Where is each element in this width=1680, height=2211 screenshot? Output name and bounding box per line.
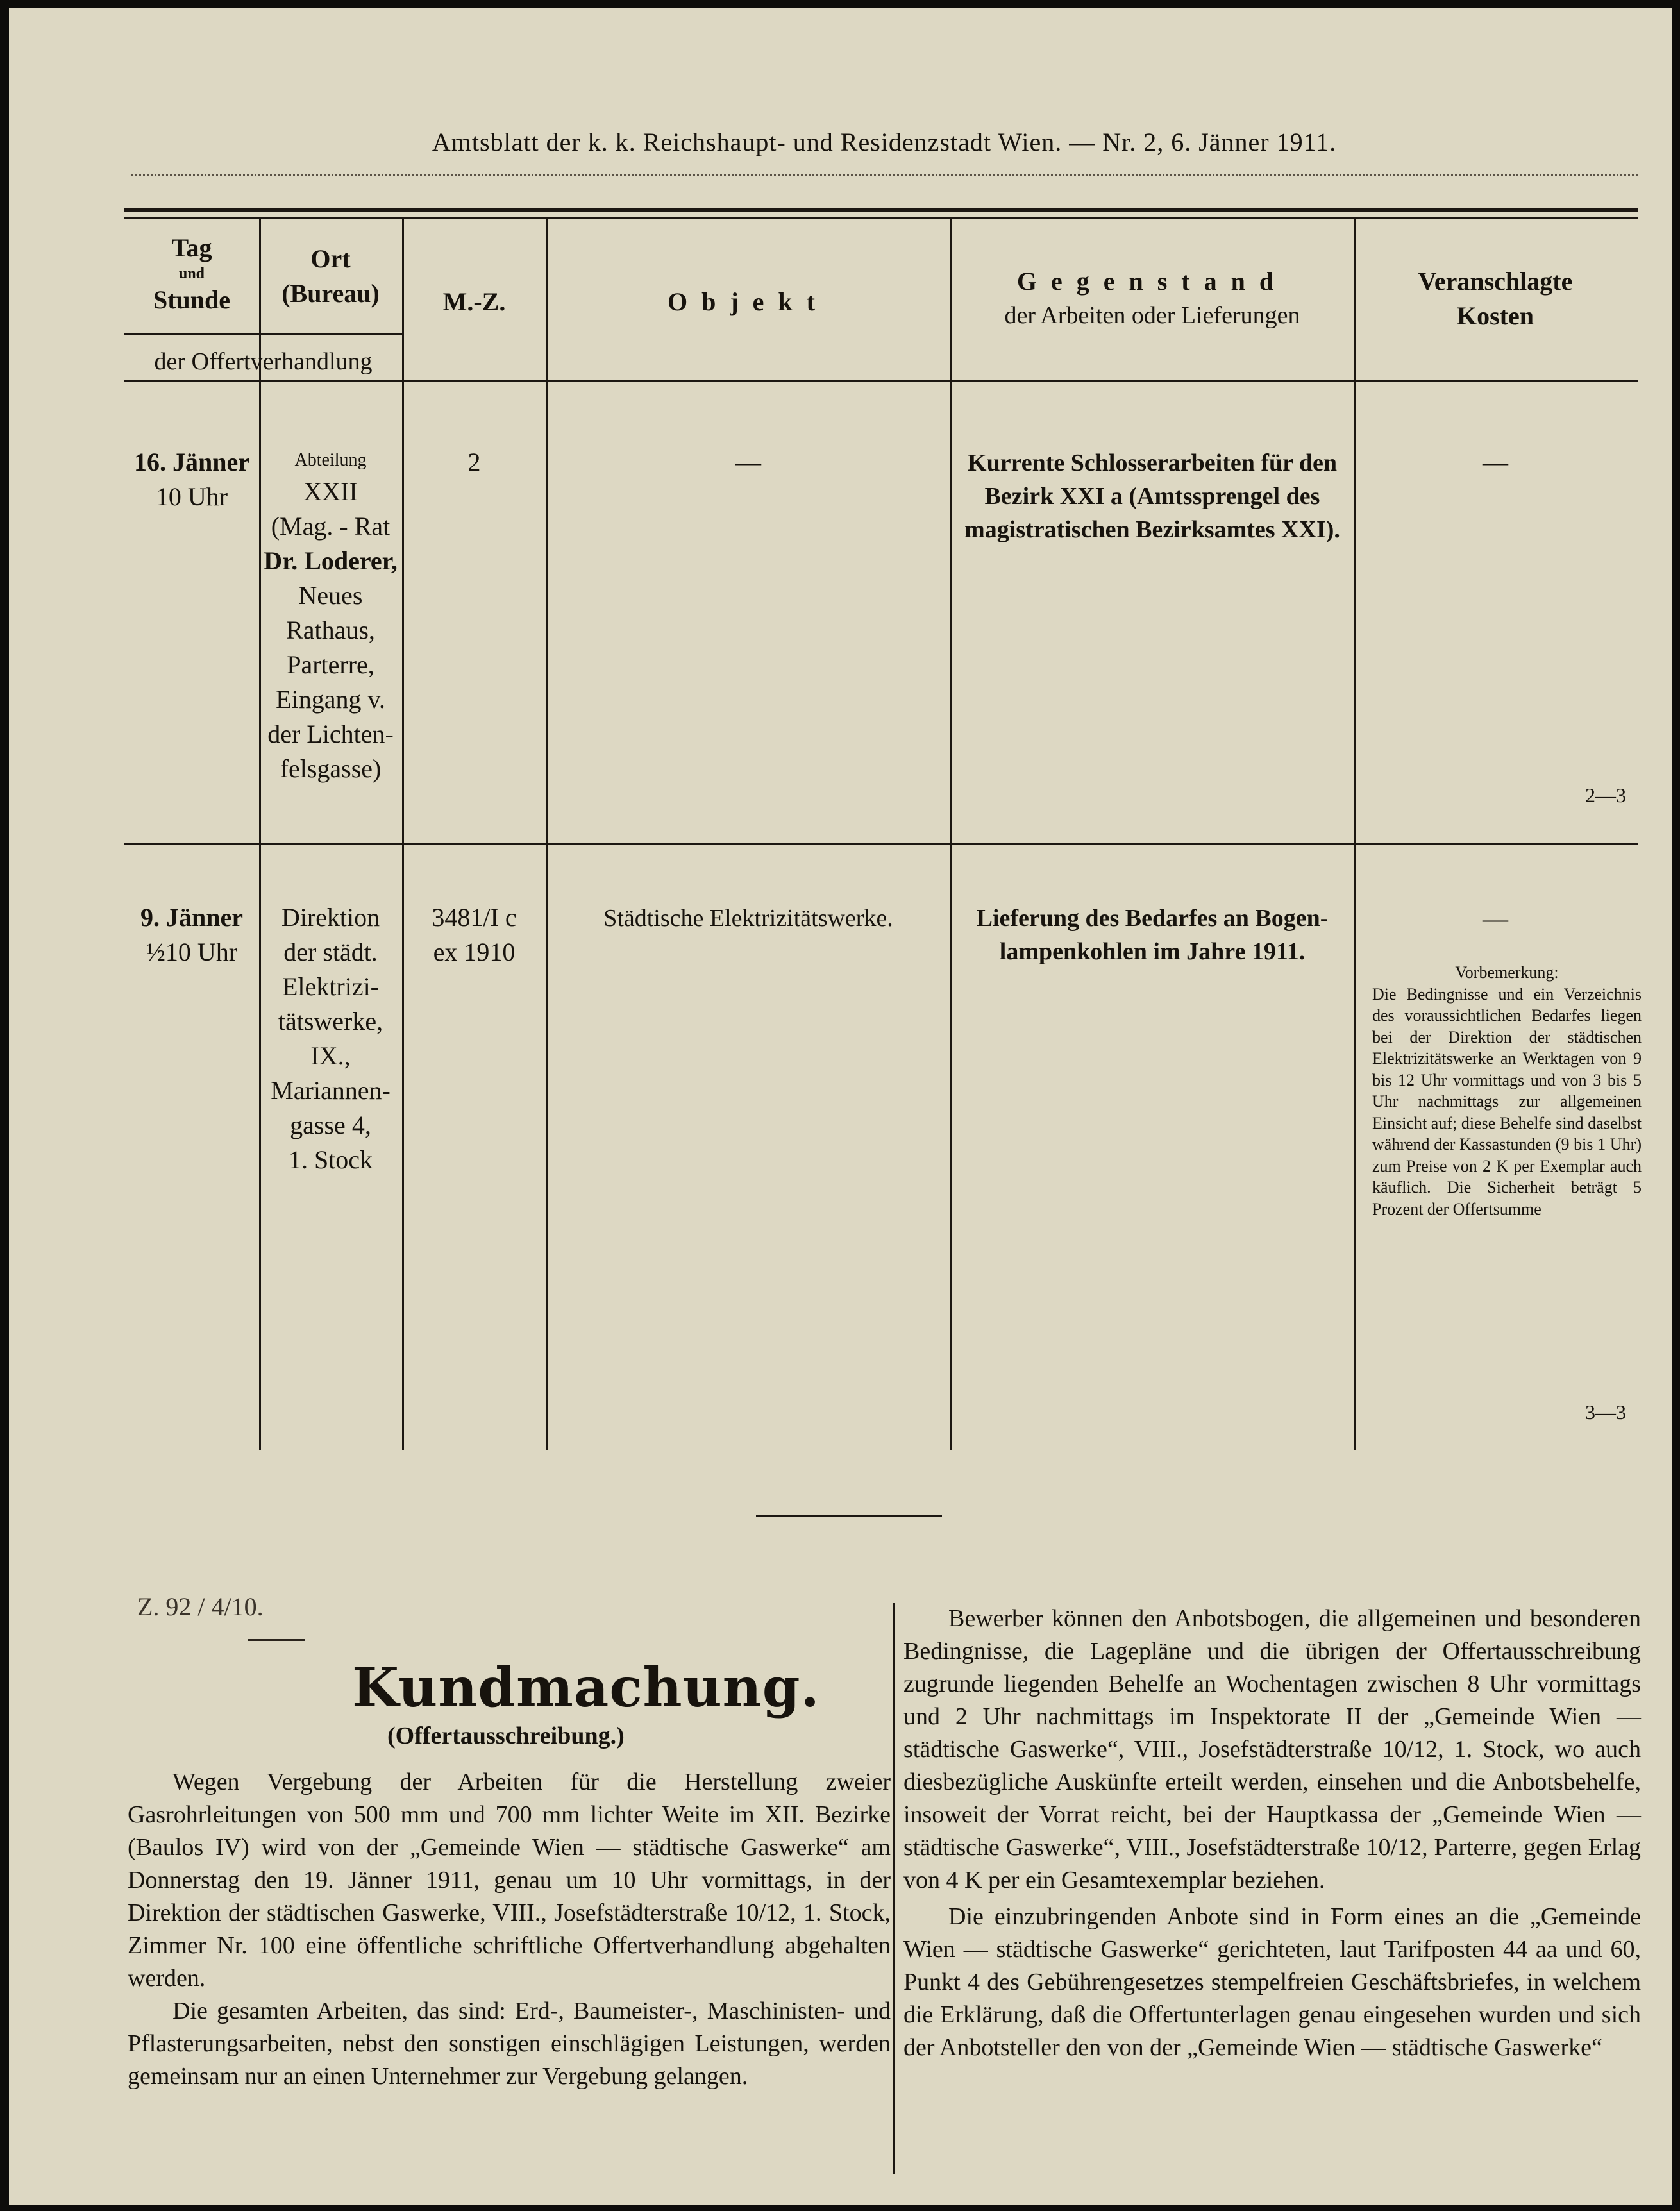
table-row-1-ort: Abteilung XXII (Mag. - Rat Dr. Loderer, Neues Rathaus, Parterre, Eingang v. der Lichten- felsgasse) bbox=[264, 450, 398, 783]
table-row-1-gegenstand: Kurrente Schlosserarbeiten für den Bezirk XXI a (Amtssprengel des magistratischen Bezirksamtes XXI). bbox=[964, 450, 1340, 543]
reference-number: Z. 92 / 4/10. bbox=[137, 1592, 264, 1621]
col-rule-2 bbox=[402, 219, 404, 1450]
table-top-rule-thin bbox=[124, 217, 1638, 219]
notice-subtitle: (Offertausschreibung.) bbox=[387, 1722, 625, 1749]
running-header: Amtsblatt der k. k. Reichshaupt- und Residenzstadt Wien. — Nr. 2, 6. Jänner 1911. bbox=[432, 128, 1337, 156]
table-row-2-note bbox=[1372, 962, 1642, 1220]
header-offertverhandlung: der Offertverhandlung bbox=[154, 348, 373, 375]
notice-right-column bbox=[903, 1602, 1641, 2064]
table-row-1-kosten: — bbox=[1483, 448, 1508, 476]
header-mz: M.-Z. bbox=[442, 287, 506, 316]
header-objekt: Objekt bbox=[668, 287, 829, 316]
header-tag: Tag und Stunde bbox=[153, 233, 231, 314]
col-rule-1 bbox=[259, 219, 261, 1450]
column-divider bbox=[893, 1603, 895, 2174]
table-row-2-gegenstand: Lieferung des Bedarfes an Bogen- lampenkohlen im Jahre 1911. bbox=[976, 905, 1329, 965]
header-bottom-rule bbox=[124, 380, 1638, 382]
tender-table bbox=[9, 8, 1680, 1457]
table-row-2-ref: 3—3 bbox=[1585, 1400, 1626, 1424]
col-rule-3 bbox=[546, 219, 548, 1450]
notice-title: Kundmachung. bbox=[352, 1656, 820, 1719]
table-top-rule bbox=[124, 208, 1638, 212]
note-text: Die Bedingnisse und ein Verzeichnis des voraussichtlichen Bedarfes liegen bei der Direktion der städtischen Elektrizitätswerke an Werktagen von 9 bis 12 Uhr vormittags und von 3 bis 5 Uhr nachmittags zur allgemeinen Einsicht auf; diese Behelfe sind daselbst während der Kassastunden (9 bis 1 Uhr) zum Preise von 2 K per Exemplar auch käuflich. Die Sicherheit beträgt 5 Prozent der Offertsumme bbox=[1372, 984, 1642, 1218]
row-divider bbox=[124, 843, 1638, 845]
left-paragraph-2: Die gesamten Arbeiten, das sind: Erd-, Baumeister-, Maschinisten- und Pflasterungsarbeiten, nebst den sonstigen einschlägigen Leistungen, werden gemeinsam nur an einen Unternehmer zur Vergebung gelangen. bbox=[128, 1997, 891, 2090]
table-row-1-objekt: — bbox=[735, 448, 761, 476]
table-row-1-ref: 2—3 bbox=[1585, 784, 1626, 807]
table-row-2-ort: Direktion der städt. Elektrizi- tätswerke, IX., Mariannen- gasse 4, 1. Stock bbox=[271, 903, 391, 1174]
right-paragraph-1: Bewerber können den Anbotsbogen, die allgemeinen und besonderen Bedingnisse, die Lagepläne und die übrigen der Offertausschreibung zugrunde liegenden Behelfe an Wochentagen zwischen 8 Uhr vormittags und 2 Uhr nachmittags im Inspektorate II der „Gemeinde Wien — städtische Gaswerke“, VIII., Josefstädterstraße 10/12, 1. Stock, wo auch diesbezügliche Auskünfte erteilt werden, einsehen und die Anbotsbehelfe, insoweit der Vorrat reicht, bei der Hauptkassa der „Gemeinde Wien — städtische Gaswerke“, VIII., Josefstädterstraße 10/12, Parterre, gegen Erlag von 4 K per ein Gesamtexemplar beziehen. bbox=[903, 1605, 1641, 1894]
col-rule-4 bbox=[950, 219, 952, 1450]
header-kosten: Veranschlagte Kosten bbox=[1418, 267, 1573, 330]
note-title: Vorbemerkung: bbox=[1455, 963, 1559, 982]
header-ort: Ort (Bureau) bbox=[281, 244, 380, 308]
section-divider bbox=[756, 1515, 942, 1517]
table-row-2-objekt: Städtische Elektrizitätswerke. bbox=[603, 905, 893, 932]
col-rule-5 bbox=[1354, 219, 1356, 1450]
notice-left-column bbox=[128, 1766, 891, 2093]
left-paragraph-1: Wegen Vergebung der Arbeiten für die Herstellung zweier Gasrohrleitungen von 500 mm und 700 mm lichter Weite im XII. Bezirke (Baulos IV) wird von der „Gemeinde Wien — städtische Gaswerke“ am Donnerstag den 19. Jänner 1911, genau um 10 Uhr vormittags, in der Direktion der städtischen Gaswerke, VIII., Josefstädterstraße 10/12, 1. Stock, Zimmer Nr. 100 eine öffentliche schriftliche Offertverhandlung abgehalten werden. bbox=[128, 1769, 891, 1992]
table-row-2-kosten: — bbox=[1483, 904, 1508, 933]
header-gegenstand: Gegenstand der Arbeiten oder Lieferungen bbox=[1004, 267, 1300, 329]
page bbox=[9, 8, 1672, 2205]
right-paragraph-2: Die einzubringenden Anbote sind in Form eines an die „Gemeinde Wien — städtische Gaswerke“ gerichteten, laut Tarifposten 44 aa und 60, Punkt 4 des Gebührengesetzes stempelfreien Geschäftsbriefes, in welchem die Erklärung, daß die Offertunterlagen genau eingesehen wurden und sich der Anbotsteller den von der „Gemeinde Wien — städtische Gaswerke“ bbox=[903, 1903, 1641, 2061]
table-row-1-tag: 16. Jänner 10 Uhr bbox=[134, 448, 249, 511]
reference-underline bbox=[248, 1639, 305, 1641]
offert-subrule bbox=[124, 333, 402, 335]
table-row-2-tag: 9. Jänner ½10 Uhr bbox=[140, 903, 243, 966]
table-row-2-mz: 3481/I c ex 1910 bbox=[432, 903, 517, 966]
table-row-1-mz: 2 bbox=[467, 448, 481, 476]
